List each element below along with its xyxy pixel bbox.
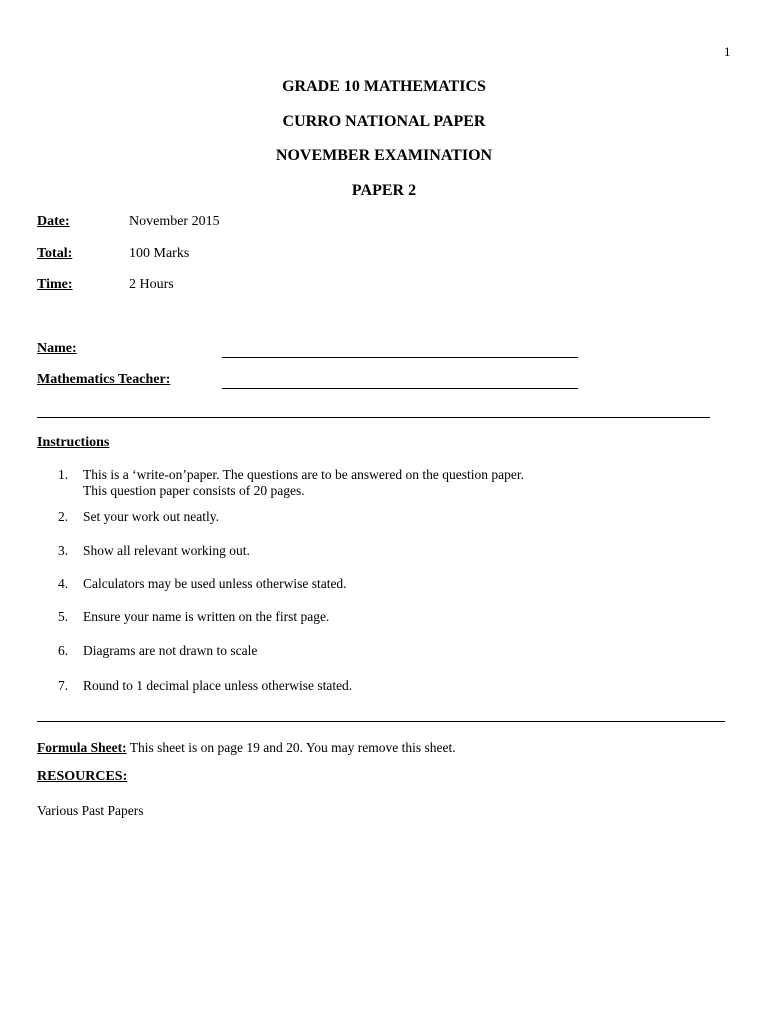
instruction-text: Set your work out neatly. [83, 509, 219, 524]
date-value: November 2015 [129, 214, 220, 229]
instruction-text: Show all relevant working out. [83, 543, 250, 558]
page-number: 1 [724, 44, 731, 59]
instruction-number: 2. [58, 509, 69, 524]
total-value: 100 Marks [129, 246, 190, 261]
divider-top [37, 417, 710, 418]
teacher-field[interactable] [222, 372, 578, 389]
divider-bottom [37, 721, 725, 722]
resources-value: Various Past Papers [37, 803, 144, 818]
formula-sheet-row [37, 740, 456, 756]
formula-sheet-label: Formula Sheet: [37, 740, 127, 755]
instruction-text: Round to 1 decimal place unless otherwise stated. [83, 678, 353, 693]
instruction-number: 5. [58, 609, 69, 624]
instruction-text: Calculators may be used unless otherwise stated. [83, 576, 347, 591]
instruction-text: Ensure your name is written on the first page. [83, 609, 330, 624]
title-examination: NOVEMBER EXAMINATION [275, 147, 493, 164]
instructions-heading: Instructions [37, 435, 110, 450]
formula-sheet-text: This sheet is on page 19 and 20. You may remove this sheet. [126, 740, 456, 755]
total-label: Total: [37, 246, 73, 261]
resources-heading: RESOURCES: [37, 769, 128, 784]
instruction-number: 6. [58, 643, 69, 658]
instruction-text: Diagrams are not drawn to scale [83, 643, 258, 658]
title-paper-number: PAPER 2 [351, 182, 417, 199]
time-label: Time: [37, 277, 73, 292]
instruction-text: This question paper consists of 20 pages. [83, 483, 305, 498]
instruction-number: 4. [58, 576, 69, 591]
instruction-number: 1. [58, 467, 69, 482]
instruction-text: This is a ‘write-on’paper. The questions are to be answered on the question paper. [83, 467, 524, 482]
date-label: Date: [37, 214, 70, 229]
instruction-number: 3. [58, 543, 69, 558]
time-value: 2 Hours [129, 277, 174, 292]
title-grade: GRADE 10 MATHEMATICS [282, 78, 486, 95]
title-paper-type: CURRO NATIONAL PAPER [282, 113, 486, 130]
name-label: Name: [37, 341, 77, 356]
teacher-label: Mathematics Teacher: [37, 372, 171, 387]
instruction-number: 7. [58, 678, 69, 693]
name-field[interactable] [222, 341, 578, 358]
